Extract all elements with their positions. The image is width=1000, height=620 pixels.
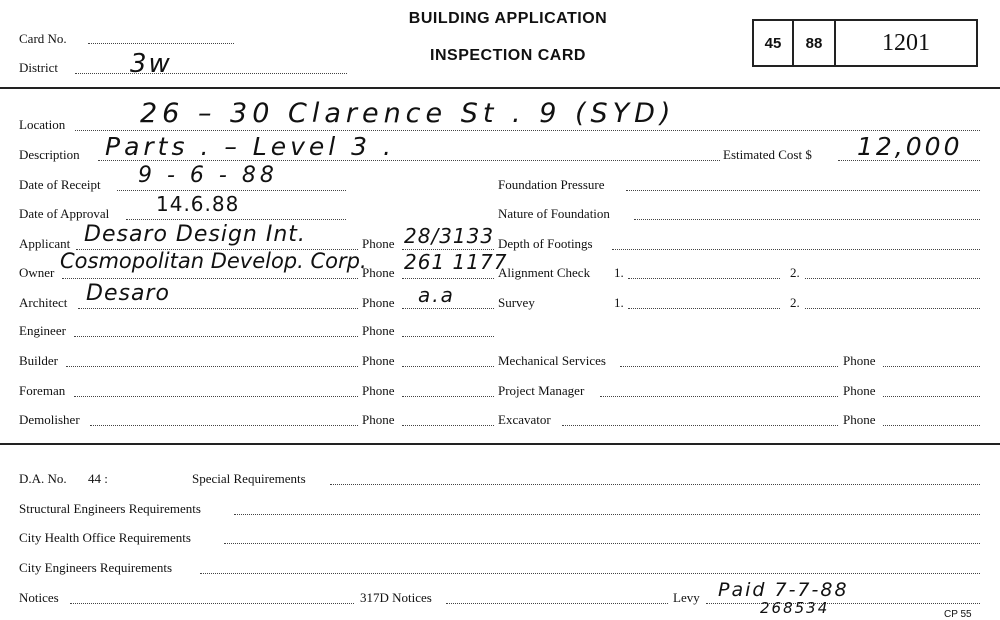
district-field[interactable]: [75, 73, 347, 74]
survey-field-2[interactable]: [805, 308, 980, 309]
da-no-value: 44 :: [88, 471, 108, 486]
architect-field[interactable]: [78, 308, 358, 309]
notices-317d-field[interactable]: [446, 603, 668, 604]
architect-phone-field[interactable]: [402, 308, 494, 309]
builder-phone-label: Phone: [362, 353, 395, 368]
city-health-requirements-label: City Health Office Requirements: [19, 530, 191, 545]
alignment-check-field-2[interactable]: [805, 278, 980, 279]
city-engineers-requirements-label: City Engineers Requirements: [19, 560, 173, 575]
foundation-pressure-field[interactable]: [626, 190, 980, 191]
title-line-2: INSPECTION CARD: [430, 47, 586, 64]
applicant-value: Desaro Design Int.: [84, 222, 306, 247]
foreman-label: Foreman: [19, 383, 66, 398]
structural-requirements-label: Structural Engineers Requirements: [19, 501, 201, 516]
owner-phone-label: Phone: [362, 265, 395, 280]
demolisher-phone-field[interactable]: [402, 425, 494, 426]
survey-field-1[interactable]: [628, 308, 780, 309]
form-code: CP 55: [944, 609, 972, 620]
date-of-receipt-label: Date of Receipt: [19, 177, 101, 192]
alignment-check-field-1[interactable]: [628, 278, 780, 279]
owner-phone-field[interactable]: [402, 278, 494, 279]
architect-phone-label: Phone: [362, 295, 395, 310]
card-no-field[interactable]: [88, 43, 234, 44]
project-manager-phone-label: Phone: [843, 383, 876, 398]
district-label: District: [19, 60, 58, 75]
excavator-label: Excavator: [498, 412, 551, 427]
builder-field[interactable]: [66, 366, 358, 367]
foreman-field[interactable]: [74, 396, 358, 397]
owner-phone-value: 261 1177: [404, 250, 508, 274]
divider-middle: [0, 443, 1000, 445]
date-of-approval-label: Date of Approval: [19, 206, 110, 221]
mechanical-services-phone-label: Phone: [843, 353, 876, 368]
architect-phone-value: a.a: [418, 283, 455, 307]
mechanical-services-phone-field[interactable]: [883, 366, 980, 367]
builder-label: Builder: [19, 353, 58, 368]
title-line-1: BUILDING APPLICATION: [408, 10, 608, 27]
divider-top: [0, 87, 1000, 89]
date-of-receipt-value: 9 - 6 - 88: [138, 163, 278, 188]
architect-value: Desaro: [86, 281, 170, 306]
box-cell-1: 45: [764, 34, 782, 52]
survey-num-2: 2.: [790, 295, 800, 310]
excavator-field[interactable]: [562, 425, 838, 426]
special-requirements-label: Special Requirements: [192, 471, 306, 486]
location-value: 26 – 30 Clarence St . 9 (SYD): [140, 98, 676, 129]
alignment-check-num-2: 2.: [790, 265, 800, 280]
levy-value: Paid 7-7-88: [718, 579, 849, 601]
demolisher-label: Demolisher: [19, 412, 80, 427]
project-manager-label: Project Manager: [498, 383, 585, 398]
box-cell-2: 88: [792, 21, 834, 65]
engineer-field[interactable]: [74, 336, 358, 337]
date-of-approval-field[interactable]: [126, 219, 346, 220]
mechanical-services-label: Mechanical Services: [498, 353, 606, 368]
applicant-phone-value: 28/3133: [404, 224, 495, 248]
applicant-phone-label: Phone: [362, 236, 395, 251]
city-health-requirements-field[interactable]: [224, 543, 980, 544]
special-requirements-field[interactable]: [330, 484, 980, 485]
architect-label: Architect: [19, 295, 68, 310]
depth-of-footings-field[interactable]: [612, 249, 980, 250]
owner-label: Owner: [19, 265, 55, 280]
foreman-phone-label: Phone: [362, 383, 395, 398]
survey-label: Survey: [498, 295, 535, 310]
excavator-phone-label: Phone: [843, 412, 876, 427]
engineer-label: Engineer: [19, 323, 66, 338]
nature-of-foundation-field[interactable]: [634, 219, 980, 220]
description-value: Parts . – Level 3 .: [105, 132, 395, 161]
district-value: 3w: [130, 49, 172, 79]
depth-of-footings-label: Depth of Footings: [498, 236, 593, 251]
city-engineers-requirements-field[interactable]: [200, 573, 980, 574]
project-manager-field[interactable]: [600, 396, 838, 397]
survey-num-1: 1.: [614, 295, 624, 310]
engineer-phone-label: Phone: [362, 323, 395, 338]
notices-317d-label: 317D Notices: [360, 590, 432, 605]
notices-label: Notices: [19, 590, 59, 605]
applicant-label: Applicant: [19, 236, 71, 251]
engineer-phone-field[interactable]: [402, 336, 494, 337]
location-label: Location: [19, 117, 66, 132]
owner-field[interactable]: [62, 278, 358, 279]
estimated-cost-value: 12,000: [857, 132, 963, 161]
number-box: [752, 19, 978, 67]
location-field[interactable]: [75, 130, 980, 131]
mechanical-services-field[interactable]: [620, 366, 838, 367]
builder-phone-field[interactable]: [402, 366, 494, 367]
date-of-approval-value: 14.6.88: [156, 192, 240, 216]
project-manager-phone-field[interactable]: [883, 396, 980, 397]
levy-field[interactable]: [706, 603, 980, 604]
date-of-receipt-field[interactable]: [117, 190, 346, 191]
structural-requirements-field[interactable]: [234, 514, 980, 515]
demolisher-phone-label: Phone: [362, 412, 395, 427]
owner-value: Cosmopolitan Develop. Corp.: [60, 249, 367, 273]
box-cell-3: 1201: [834, 21, 976, 65]
foreman-phone-field[interactable]: [402, 396, 494, 397]
nature-of-foundation-label: Nature of Foundation: [498, 206, 610, 221]
demolisher-field[interactable]: [90, 425, 358, 426]
foundation-pressure-label: Foundation Pressure: [498, 177, 605, 192]
card-no-label: Card No.: [19, 31, 67, 46]
levy-reference: 268534: [760, 599, 830, 617]
da-no-label: D.A. No.: [19, 471, 67, 486]
alignment-check-num-1: 1.: [614, 265, 624, 280]
excavator-phone-field[interactable]: [883, 425, 980, 426]
alignment-check-label: Alignment Check: [498, 265, 591, 280]
levy-label: Levy: [673, 590, 700, 605]
estimated-cost-label: Estimated Cost $: [723, 147, 812, 162]
description-label: Description: [19, 147, 80, 162]
notices-field[interactable]: [70, 603, 354, 604]
